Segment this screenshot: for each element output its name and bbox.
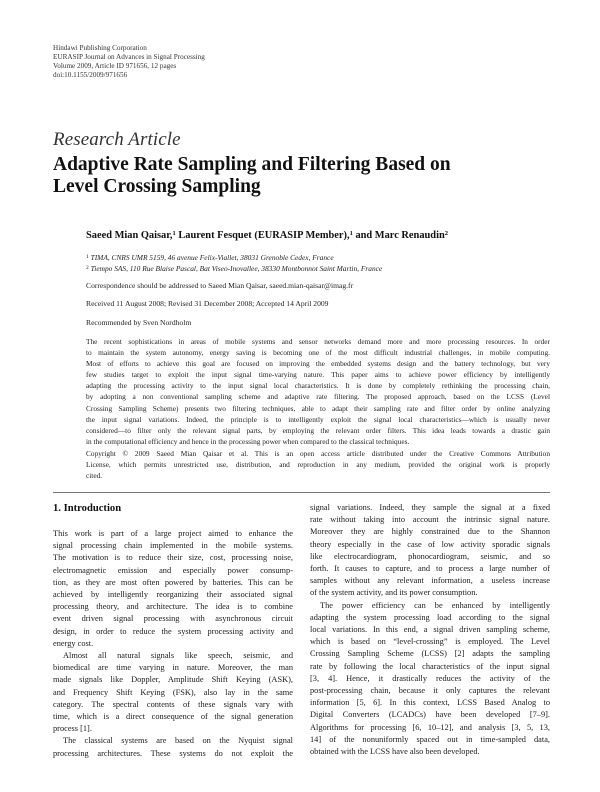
affiliation-text: TIMA, CNRS UMR 5159, 46 avenue Felix-Viallet, 38031 Grenoble Cedex, France [88,253,334,262]
abstract-line: Most of efforts to achieve this goal are focused on improving the embedded systems design and the battery technology, but very [86,359,550,369]
body-text-line: forth. It causes to capture, and to process a large number of [310,564,550,574]
publisher: Hindawi Publishing Corporation [53,44,147,52]
recommended-by: Recommended by Sven Nordholm [86,318,192,327]
abstract [86,336,550,447]
body-text-line: process [1]. [53,724,92,734]
volume-line: Volume 2009, Article ID 971656, 12 pages [53,62,177,70]
body-text-line: Digital Converters (LCADCs) have been developed [7–9]. [310,710,550,720]
body-text-line: samples without any relevant information, a useless increase [310,576,550,586]
abstract-line: to maintain the system autonomy, energy saving is becoming one of the most difficult industrial challenges, in mobile computing. [86,348,550,358]
body-text-line: information [5, 6]. In this context, LCSS Based Analog to [310,698,550,708]
body-text-line: achieved by intelligently reorganizing their associated signal [53,590,293,600]
abstract-line: by adopting a non conventional sampling scheme and adaptive rate filtering. The proposed approach, based on the LCSS (Level [86,392,550,402]
body-text-line: event driven signal processing with asynchronous circuit [53,614,293,624]
correspondence: Correspondence should be addressed to Saeed Mian Qaisar, saeed.mian-qaisar@imag.fr [86,281,354,290]
body-text-line: of the system activity, and its power consumption. [310,588,478,598]
body-text-line: energy cost. [53,638,94,648]
body-text-line: time, which is a direct consequence of the signal generation [53,712,293,722]
body-text-line: local variations. In this end, a signal driven sampling scheme, [310,625,550,635]
left-column [53,528,293,760]
body-text-line: electromagnetic emission and especially power consump- [53,565,293,575]
body-text-line: post-processing chain, because it only captures the relevant [310,686,550,696]
author-list [86,230,448,241]
affiliations [86,252,382,274]
affiliation-marker: 1 [349,230,353,237]
affiliation-marker: 1 [86,254,89,260]
body-text-line: This work is part of a large project aimed to enhance the [53,529,293,538]
abstract-line: Crossing Sampling Scheme) presents two filtering techniques, able to adapt their sampling rate and filter order by online analyzing [86,403,550,413]
body-text-line: signal variations. Indeed, they sample the signal at a fixed [310,503,550,512]
body-text-line: processing architectures. These systems do not exploit the [53,748,293,758]
affiliation-marker: 2 [86,265,89,271]
body-text-line: rate by following the local characteristics of the input signal [310,661,550,671]
abstract-line: The recent sophistications in areas of mobile systems and sensor networks demand more and more processing resources. In order [86,337,550,346]
body-text-line: signal processing chain implemented in the mobile systems. [53,541,293,551]
body-text-line: processing theory, and architecture. The idea is to combine [53,602,293,612]
affiliation-marker: 2 [444,230,448,237]
body-text-line: category. The spectral contents of these signals vary with [53,699,293,709]
body-text-line: made signals like Doppler, Amplitude Shift Keying (ASK), [53,675,293,685]
paper-title [53,154,473,198]
body-text-line: rate without taking into account the intrinsic signal nature. [310,515,550,525]
copyright-line: Copyright © 2009 Saeed Mian Qaisar et al. This is an open access article distributed under the Creative Commons Attribution [86,449,550,458]
affiliation-text: Tiempo SAS, 110 Rue Blaise Pascal, Bat Viseo-Inovallee, 38330 Montbonnot Saint Martin, France [88,264,383,273]
body-text-line: The motivation is to reduce their size, cost, processing noise, [53,553,293,563]
body-text-line: theory especially in the case of low activity sporadic signals [310,539,550,549]
abstract-line: in the computational efficiency and hence in the processing power when compared to the classical techniques. [86,436,410,446]
doi[interactable]: doi:10.1155/2009/971656 [53,71,128,79]
body-text-line: like electrocardiogram, phonocardiogram, seismic, and so [310,551,550,561]
abstract-line: considered—to filter only the relevant signal parts, by employing the relevant order filters. This idea leads towards a drastic gain [86,425,550,435]
body-text-line: which is based on “level-crossing” is employed. The Level [310,637,550,647]
copyright-notice [86,448,550,481]
body-text-line: tion, as they are most often powered by batteries. This can be [53,577,293,587]
author-name: and Marc Renaudin [352,230,445,241]
body-text-line: Almost all natural signals like speech, seismic, and [63,651,293,661]
received-dates: Received 11 August 2008; Revised 31 December 2008; Accepted 14 April 2009 [86,299,329,308]
copyright-line: cited. [86,471,103,481]
body-text-line: 14] of the nonuniformly spaced out in time-sampled data, [310,734,550,744]
abstract-line: the input signal variations. Indeed, the principle is to intelligently exploit the signal local characteristics—which is usually never [86,414,550,424]
body-text-line: obtained with the LCSS have also been developed. [310,747,480,757]
abstract-line: few studies target to exploit the input signal time-varying nature. This paper aims to achieve power efficiency by intelligently [86,370,550,380]
journal-name: EURASIP Journal on Advances in Signal Processing [53,53,205,61]
section-heading: 1. Introduction [53,503,122,514]
title-line: Adaptive Rate Sampling and Filtering Based on [53,154,451,175]
body-text-line: adapting the system processing load according to the signal [310,612,550,622]
abstract-line: adapting the processing activity to the input signal local characteristics. It is done by completely rethinking the processing chain, [86,381,550,391]
body-text-line: Moreover they are highly constrained due to the Shannon [310,527,550,537]
body-text-line: The classical systems are based on the Nyquist signal [63,736,293,746]
section-divider [53,492,550,493]
affiliation [86,263,382,274]
journal-header [53,44,205,80]
body-text-line: The power efficiency can be enhanced by intelligently [320,600,550,610]
article-type: Research Article [53,129,181,150]
affiliation [86,252,382,263]
body-text-line: biomedical are time varying in nature. Moreover, the man [53,663,293,673]
author-name: Laurent Fesquet (EURASIP Member), [175,230,350,241]
body-text-line: Algorithms for processing [6, 10–12], and analysis [3, 5, 13, [310,722,550,732]
affiliation-marker: 1 [172,230,176,237]
body-text-line: design, in order to reduce the system processing activity and [53,626,293,636]
title-line: Level Crossing Sampling [53,176,261,197]
body-text-line: Crossing Sampling Scheme (LCSS) [2] adapts the sampling [310,649,550,659]
author-name: Saeed Mian Qaisar, [86,230,173,241]
body-text-line: [3, 4]. Hence, it drastically reduces the activity of the [310,673,550,683]
copyright-line: License, which permits unrestricted use, distribution, and reproduction in any medium, provided the original work is properly [86,460,550,470]
right-column [310,502,550,758]
body-text-line: and Frequency Shift Keying (FSK), also lay in the same [53,687,293,697]
